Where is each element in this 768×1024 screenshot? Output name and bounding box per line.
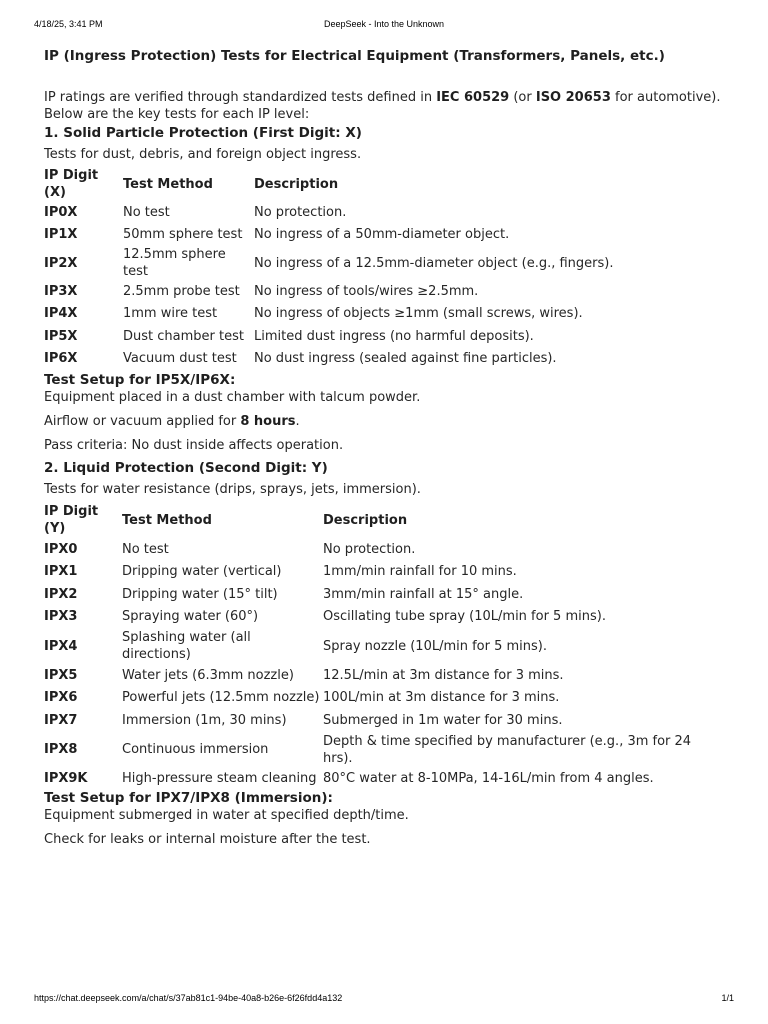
print-page-title: DeepSeek - Into the Unknown [323,19,445,29]
table-header-row [44,167,613,201]
test-method: 12.5mm sphere test [123,247,226,279]
print-footer [34,993,734,1005]
ip-code: IP6X [44,351,78,367]
solid-protection-table [44,167,613,370]
setup-paragraph: Pass criteria: No dust inside affects operation. [44,438,344,453]
section1-subtitle: Tests for dust, debris, and foreign object ingress. [44,147,362,162]
ip-code: IP4X [44,306,78,322]
ip-code: IPX1 [44,564,78,580]
section1-setup-heading: Test Setup for IP5X/IP6X: [44,372,236,388]
ip-code: IPX9K [44,771,88,787]
table-row [44,303,613,326]
table-row [44,732,723,768]
table-row [44,606,723,629]
column-header: Description [323,512,408,528]
description: No ingress of tools/wires ≥2.5mm. [254,283,479,299]
ip-code: IPX6 [44,690,78,706]
column-header: Description [254,176,339,192]
test-method: No test [123,204,170,220]
table-row [44,709,723,732]
table-row [44,538,723,561]
document-content [44,44,734,848]
description: Limited dust ingress (no harmful deposits). [254,328,534,344]
description: 80°C water at 8-10MPa, 14-16L/min from 4 angles. [323,771,654,787]
table-row [44,325,613,348]
description: No ingress of objects ≥1mm (small screws, wires). [254,306,583,322]
section1-heading: 1. Solid Particle Protection (First Digit: X) [44,125,362,141]
ip-code: IPX4 [44,638,78,654]
description: No protection. [254,204,347,220]
table-row [44,201,613,224]
description: No protection. [323,541,416,557]
ip-code: IP3X [44,283,78,299]
setup-duration: 8 hours [240,414,296,429]
test-method: Continuous immersion [122,742,269,757]
setup-paragraph: Check for leaks or internal moisture after the test. [44,832,371,847]
table-row [44,246,613,280]
print-header [34,19,734,31]
ip-code: IPX2 [44,586,78,602]
description: 100L/min at 3m distance for 3 mins. [323,690,560,706]
description: Spray nozzle (10L/min for 5 mins). [323,638,548,654]
description: No ingress of a 12.5mm-diameter object (e.g., fingers). [254,255,614,271]
test-method: No test [122,541,169,557]
print-date: 4/18/25, 3:41 PM [34,19,103,29]
intro-iso-standard: ISO 20653 [535,90,611,105]
column-header-text: IP Digit (Y) [44,504,99,536]
test-method: 50mm sphere test [123,227,243,243]
test-method: Immersion (1m, 30 mins) [122,712,287,728]
section2-heading: 2. Liquid Protection (Second Digit: Y) [44,460,328,476]
test-method: 2.5mm probe test [123,283,240,299]
setup-text: . [295,414,300,429]
description-text: Depth & time specified by manufacturer (e.g., 3m for 24 hrs). [323,733,692,766]
test-method: Spraying water (60°) [122,609,259,625]
setup-paragraph [44,413,734,430]
column-header: Test Method [122,512,212,528]
page-number: 1/1 [721,993,734,1003]
table-row [44,687,723,710]
setup-text: Airflow or vacuum applied for [44,414,241,429]
setup-paragraph: Equipment placed in a dust chamber with talcum powder. [44,390,421,405]
intro-paragraph [44,89,734,123]
ip-code: IPX0 [44,541,78,557]
description: No dust ingress (sealed against fine particles). [254,351,557,367]
test-method: High-pressure steam cleaning [122,771,317,787]
liquid-protection-table [44,502,723,790]
table-header-row [44,502,723,538]
description: Submerged in 1m water for 30 mins. [323,712,563,728]
intro-text-2: (or [509,90,536,105]
test-method: Dust chamber test [123,328,244,344]
intro-line-1 [44,89,734,106]
ip-code: IP1X [44,227,78,243]
ip-code: IPX8 [44,742,78,757]
table-row [44,664,723,687]
ip-code: IP2X [44,255,78,271]
document-title: IP (Ingress Protection) Tests for Electrical Equipment (Transformers, Panels, etc.) [44,48,665,64]
page-url: https://chat.deepseek.com/a/chat/s/37ab81c1-94be-40a8-b26e-6f26fdd4a132 [34,993,343,1003]
test-method: Powerful jets (12.5mm nozzle) [122,690,320,706]
ip-code: IPX7 [44,712,78,728]
intro-iec-standard: IEC 60529 [436,90,510,105]
test-method: Dripping water (vertical) [122,564,282,580]
column-header: IP Digit (X) [44,168,99,200]
table-row [44,628,723,664]
section2-setup-heading: Test Setup for IPX7/IPX8 (Immersion): [44,790,333,806]
section2-subtitle: Tests for water resistance (drips, sprays, jets, immersion). [44,482,421,497]
description [323,732,723,768]
test-method: Water jets (6.3mm nozzle) [122,667,294,683]
test-method [122,628,323,664]
column-header [44,502,122,538]
table-row [44,224,613,247]
table-row [44,768,723,791]
description: Oscillating tube spray (10L/min for 5 mins). [323,609,606,625]
description: No ingress of a 50mm-diameter object. [254,227,510,243]
description: 3mm/min rainfall at 15° angle. [323,586,524,602]
description: 12.5L/min at 3m distance for 3 mins. [323,667,564,683]
ip-code: IP0X [44,204,78,220]
test-method: Dripping water (15° tilt) [122,586,278,602]
test-method-text: Splashing water (all directions) [122,630,251,662]
intro-line-2: Below are the key tests for each IP level: [44,107,310,122]
table-row [44,280,613,303]
ip-code: IP5X [44,328,78,344]
intro-text-1: IP ratings are verified through standardized tests defined in [44,90,437,105]
table-row [44,583,723,606]
description: 1mm/min rainfall for 10 mins. [323,564,517,580]
intro-text-3: for automotive). [610,90,721,105]
setup-paragraph: Equipment submerged in water at specified depth/time. [44,808,409,823]
test-method: Vacuum dust test [123,351,237,367]
ip-code: IPX5 [44,667,78,683]
ip-code: IPX3 [44,609,78,625]
table-row [44,561,723,584]
test-method: 1mm wire test [123,306,218,322]
column-header: Test Method [123,176,213,192]
table-row [44,348,613,371]
